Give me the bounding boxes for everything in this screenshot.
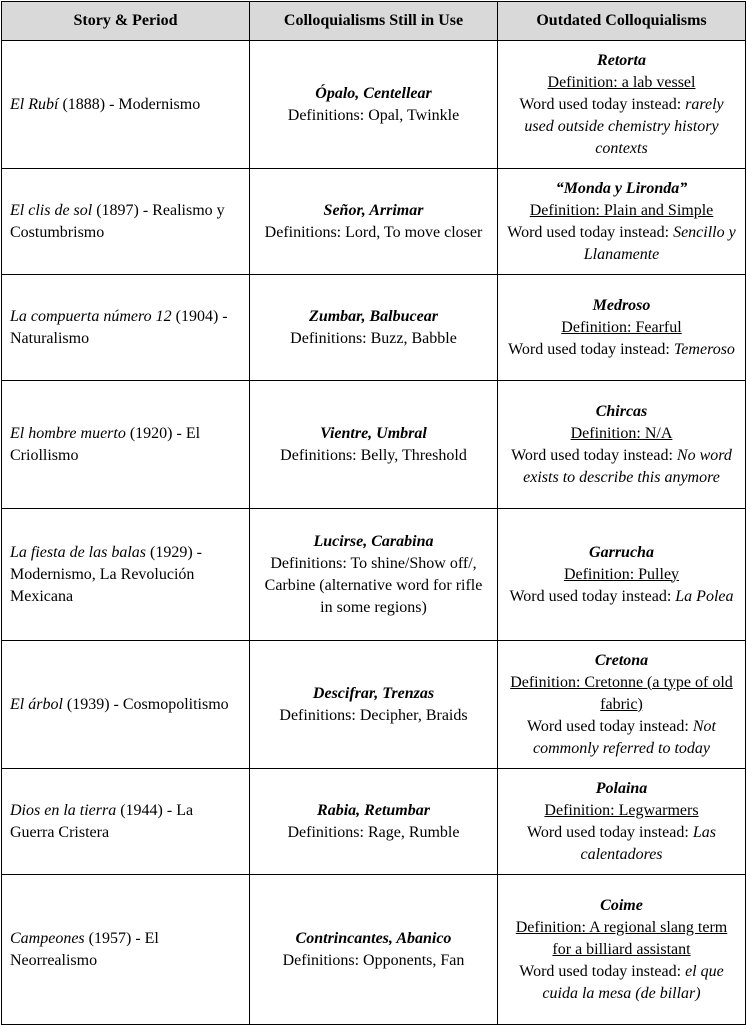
still-cell: [250, 381, 498, 509]
story-cell: [2, 769, 250, 875]
today-word: No word exists to describe this anymore: [523, 446, 732, 486]
table-row: [2, 381, 746, 509]
today-label: Word used today instead:: [507, 223, 670, 241]
still-definitions: Definitions: Opponents, Fan: [282, 951, 465, 969]
today-label: Word used today instead:: [527, 717, 689, 735]
header-story: Story & Period: [2, 2, 250, 41]
today-word: rarely used outside chemistry history contexts: [524, 95, 724, 157]
today-label: Word used today instead:: [508, 340, 670, 358]
still-definitions: Definitions: Rage, Rumble: [287, 823, 460, 841]
story-period: (1944) - La Guerra Cristera: [10, 801, 194, 841]
outdated-cell: [498, 641, 746, 769]
today-word: Sencillo y Llanamente: [583, 223, 736, 263]
outdated-cell: [498, 381, 746, 509]
story-period: (1888) - Modernismo: [58, 95, 201, 113]
outdated-definition: Definition: Plain and Simple: [529, 201, 714, 219]
still-words: Ópalo, Centellear: [315, 84, 432, 102]
header-outdated: Outdated Colloquialisms: [498, 2, 746, 41]
story-title: El árbol: [10, 695, 63, 713]
outdated-cell: [498, 169, 746, 275]
still-definitions: Definitions: Buzz, Babble: [290, 329, 457, 347]
story-period: (1904) - Naturalismo: [10, 307, 228, 347]
story-title: El clis de sol: [10, 201, 93, 219]
story-cell: [2, 275, 250, 381]
still-words: Contrincantes, Abanico: [295, 929, 452, 947]
still-words: Zumbar, Balbucear: [309, 307, 438, 325]
story-cell: [2, 509, 250, 641]
table-row: [2, 641, 746, 769]
today-label: Word used today instead:: [527, 823, 689, 841]
header-still: Colloquialisms Still in Use: [250, 2, 498, 41]
story-title: El Rubí: [10, 95, 59, 113]
outdated-word: Chircas: [595, 402, 648, 420]
outdated-definition: Definition: Legwarmers: [544, 801, 699, 819]
still-words: Rabia, Retumbar: [317, 801, 430, 819]
today-label: Word used today instead:: [519, 95, 682, 113]
table-row: [2, 169, 746, 275]
still-words: Lucirse, Carabina: [313, 532, 434, 550]
still-cell: [250, 641, 498, 769]
still-cell: [250, 275, 498, 381]
outdated-word: “Monda y Lironda”: [555, 179, 688, 197]
outdated-cell: [498, 275, 746, 381]
story-period: (1929) - Modernismo, La Revolución Mexicana: [10, 543, 202, 605]
today-word: el que cuida la mesa (de billar): [542, 962, 724, 1002]
today-word: Temeroso: [673, 340, 735, 358]
outdated-cell: [498, 769, 746, 875]
story-title: Dios en la tierra: [10, 801, 117, 819]
still-words: Descifrar, Trenzas: [312, 684, 435, 702]
table-row: [2, 769, 746, 875]
colloquialisms-table: [1, 1, 746, 1025]
still-cell: [250, 769, 498, 875]
table-row: [2, 875, 746, 1025]
story-cell: [2, 641, 250, 769]
today-label: Word used today instead:: [509, 587, 672, 605]
story-title: El hombre muerto: [10, 424, 126, 442]
still-cell: [250, 169, 498, 275]
story-cell: [2, 169, 250, 275]
story-cell: [2, 41, 250, 169]
still-words: Vientre, Umbral: [320, 424, 427, 442]
outdated-word: Garrucha: [589, 543, 654, 561]
table-row: [2, 509, 746, 641]
outdated-word: Medroso: [592, 296, 651, 314]
story-cell: [2, 875, 250, 1025]
today-word: La Polea: [675, 587, 734, 605]
story-period: (1939) - Cosmopolitismo: [62, 695, 229, 713]
still-cell: [250, 509, 498, 641]
outdated-cell: [498, 41, 746, 169]
still-definitions: Definitions: Belly, Threshold: [280, 446, 467, 464]
outdated-definition: Definition: Cretonne (a type of old fabric): [510, 673, 733, 713]
outdated-cell: [498, 875, 746, 1025]
outdated-definition: Definition: Pulley: [563, 565, 680, 583]
outdated-word: Coime: [600, 896, 643, 914]
story-title: La compuerta número 12: [10, 307, 172, 325]
table-row: [2, 41, 746, 169]
today-label: Word used today instead:: [511, 446, 673, 464]
today-word: Not commonly referred to today: [533, 717, 716, 757]
outdated-word: Polaina: [595, 779, 648, 797]
outdated-word: Cretona: [594, 651, 649, 669]
today-word: Las calentadores: [580, 823, 716, 863]
outdated-definition: Definition: A regional slang term for a billiard assistant: [515, 918, 728, 958]
outdated-word: Retorta: [597, 51, 646, 69]
story-title: Campeones: [10, 929, 85, 947]
still-definitions: Definitions: Decipher, Braids: [279, 706, 468, 724]
today-label: Word used today instead:: [519, 962, 682, 980]
story-title: La fiesta de las balas: [10, 543, 147, 561]
outdated-definition: Definition: Fearful: [561, 318, 682, 336]
table-row: [2, 275, 746, 381]
story-period: (1897) - Realismo y Costumbrismo: [10, 201, 225, 241]
still-cell: [250, 875, 498, 1025]
still-definitions: Definitions: Opal, Twinkle: [287, 106, 460, 124]
outdated-definition: Definition: N/A: [570, 424, 673, 442]
still-definitions: Definitions: To shine/Show off/, Carbine (alternative word for rifle in some regions): [264, 554, 483, 616]
still-cell: [250, 41, 498, 169]
still-words: Señor, Arrimar: [323, 201, 424, 219]
outdated-cell: [498, 509, 746, 641]
still-definitions: Definitions: Lord, To move closer: [264, 223, 483, 241]
story-period: (1920) - El Criollismo: [10, 424, 201, 464]
story-cell: [2, 381, 250, 509]
outdated-definition: Definition: a lab vessel: [547, 73, 696, 91]
header-row: [2, 2, 746, 41]
story-period: (1957) - El Neorrealismo: [10, 929, 159, 969]
